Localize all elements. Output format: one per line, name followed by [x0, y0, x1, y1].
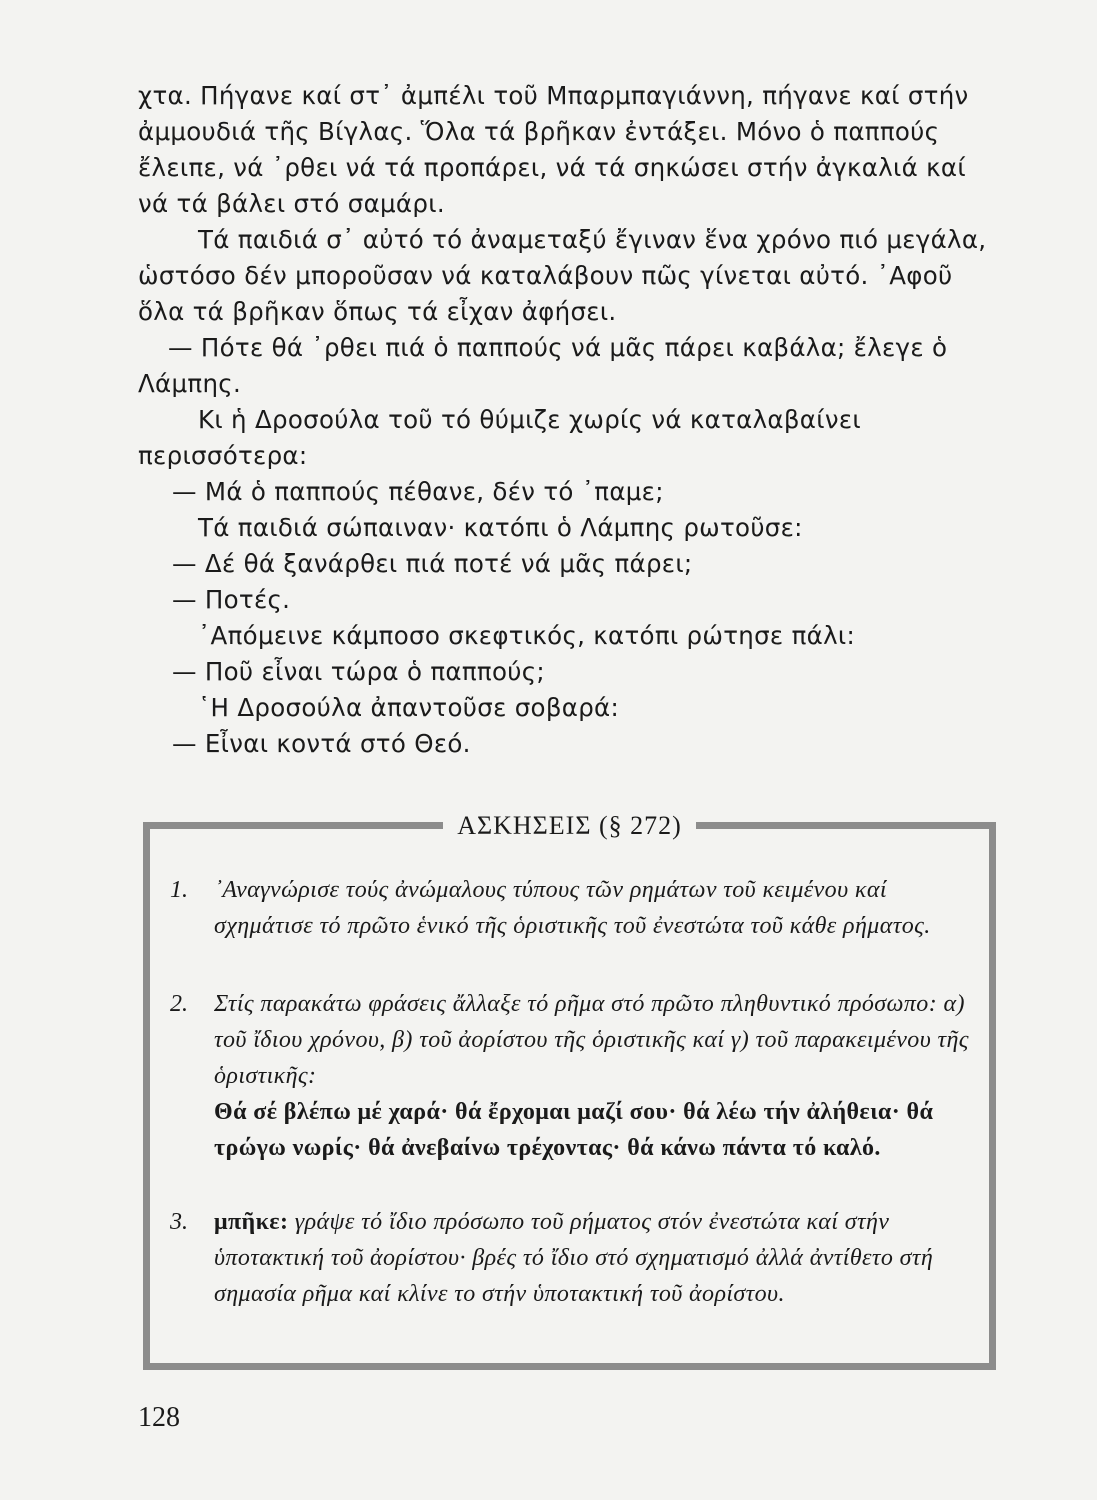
exercises-title-text: ΑΣΚΗΣΕΙΣ (§ 272) [443, 811, 696, 840]
exercises-title [143, 811, 996, 841]
exercise-number: 1. [170, 877, 188, 903]
exercise-2 [170, 986, 970, 1166]
dialogue-line: — Πότε θά ᾽ρθει πιά ὁ παππούς νά μᾶς πάρει καβάλα; ἔλεγε ὁ Λάμπης. [138, 333, 948, 398]
exercise-phrases: Θά σέ βλέπω μέ χαρά· θά ἔρχομαι μαζί σου· θά λέω τήν ἀλήθεια· θά τρώγω νωρίς· θά ἀνεβαίνω τρέχοντας· θά κάνω πάντα τό καλό. [214, 1099, 934, 1161]
paragraph: Τά παιδιά σ᾿ αὐτό τό ἀναμεταξύ ἔγιναν ἕνα χρόνο πιό μεγάλα, ὡστόσο δέν μποροῦσαν νά καταλάβουν πῶς γίνεται αὐτό. ᾽Αφοῦ ὅλα τά βρῆκαν ὅπως τά εἶχαν ἀφήσει. [138, 225, 987, 326]
exercise-text [214, 1204, 970, 1312]
dialogue-line: — Μά ὁ παππούς πέθανε, δέν τό ᾽παμε; [172, 477, 664, 506]
exercise-1 [170, 872, 970, 944]
paragraph: ᾽Απόμεινε κάμποσο σκεφτικός, κατόπι ρώτησε πάλι: [198, 621, 856, 650]
story-text [138, 78, 1004, 762]
dialogue-line: — Ποτές. [172, 585, 291, 614]
exercise-text: ᾽Αναγνώρισε τούς ἀνώμαλους τύπους τῶν ρημάτων τοῦ κειμένου καί σχημάτισε τό πρῶτο ἑνικό τῆς ὁριστικῆς τοῦ ἐνεστώτα τοῦ κάθε ρήματος. [214, 877, 931, 939]
paragraph: χτα. Πήγανε καί στ᾿ ἀμπέλι τοῦ Μπαρμπαγιάννη, πήγανε καί στήν ἀμμουδιά τῆς Βίγλας. Ὅλα τά βρῆκαν ἐντάξει. Μόνο ὁ παππούς ἔλειπε, νά ᾽ρθει νά τά προπάρει, νά τά σηκώσει στήν ἀγκαλιά καί νά τά βάλει στό σαμάρι. [138, 81, 969, 218]
exercise-keyword: μπῆκε: [214, 1209, 289, 1235]
dialogue-line: — Ποῦ εἶναι τώρα ὁ παππούς; [172, 657, 545, 686]
exercise-number: 2. [170, 991, 188, 1017]
exercise-number: 3. [170, 1209, 188, 1235]
paragraph: Κι ἡ Δροσούλα τοῦ τό θύμιζε χωρίς νά καταλαβαίνει περισσότερα: [138, 405, 861, 470]
exercise-instruction: γράψε τό ἴδιο πρόσωπο τοῦ ρήματος στόν ἐνεστώτα καί στήν ὑποτακτική τοῦ ἀορίστου· βρές τό ἴδιο στό σχηματισμό ἀλλά ἀντίθετο στή σημασία ρῆμα καί κλίνε το στήν ὑποτακτική τοῦ ἀορίστου. [214, 1209, 934, 1307]
dialogue-line: — Εἶναι κοντά στό Θεό. [172, 729, 471, 758]
paragraph: Τά παιδιά σώπαιναν· κατόπι ὁ Λάμπης ρωτοῦσε: [198, 513, 803, 542]
exercise-text: Στίς παρακάτω φράσεις ἄλλαξε τό ρῆμα στό πρῶτο πληθυντικό πρόσωπο: α) τοῦ ἴδιου χρόνου, β) τοῦ ἀορίστου τῆς ὁριστικῆς καί γ) τοῦ παρακειμένου τῆς ὁριστικῆς: [214, 991, 969, 1089]
dialogue-line: — Δέ θά ξανάρθει πιά ποτέ νά μᾶς πάρει; [172, 549, 693, 578]
paragraph: ῾Η Δροσούλα ἀπαντοῦσε σοβαρά: [198, 693, 620, 722]
page-number: 128 [138, 1402, 180, 1433]
exercise-3 [170, 1204, 970, 1312]
